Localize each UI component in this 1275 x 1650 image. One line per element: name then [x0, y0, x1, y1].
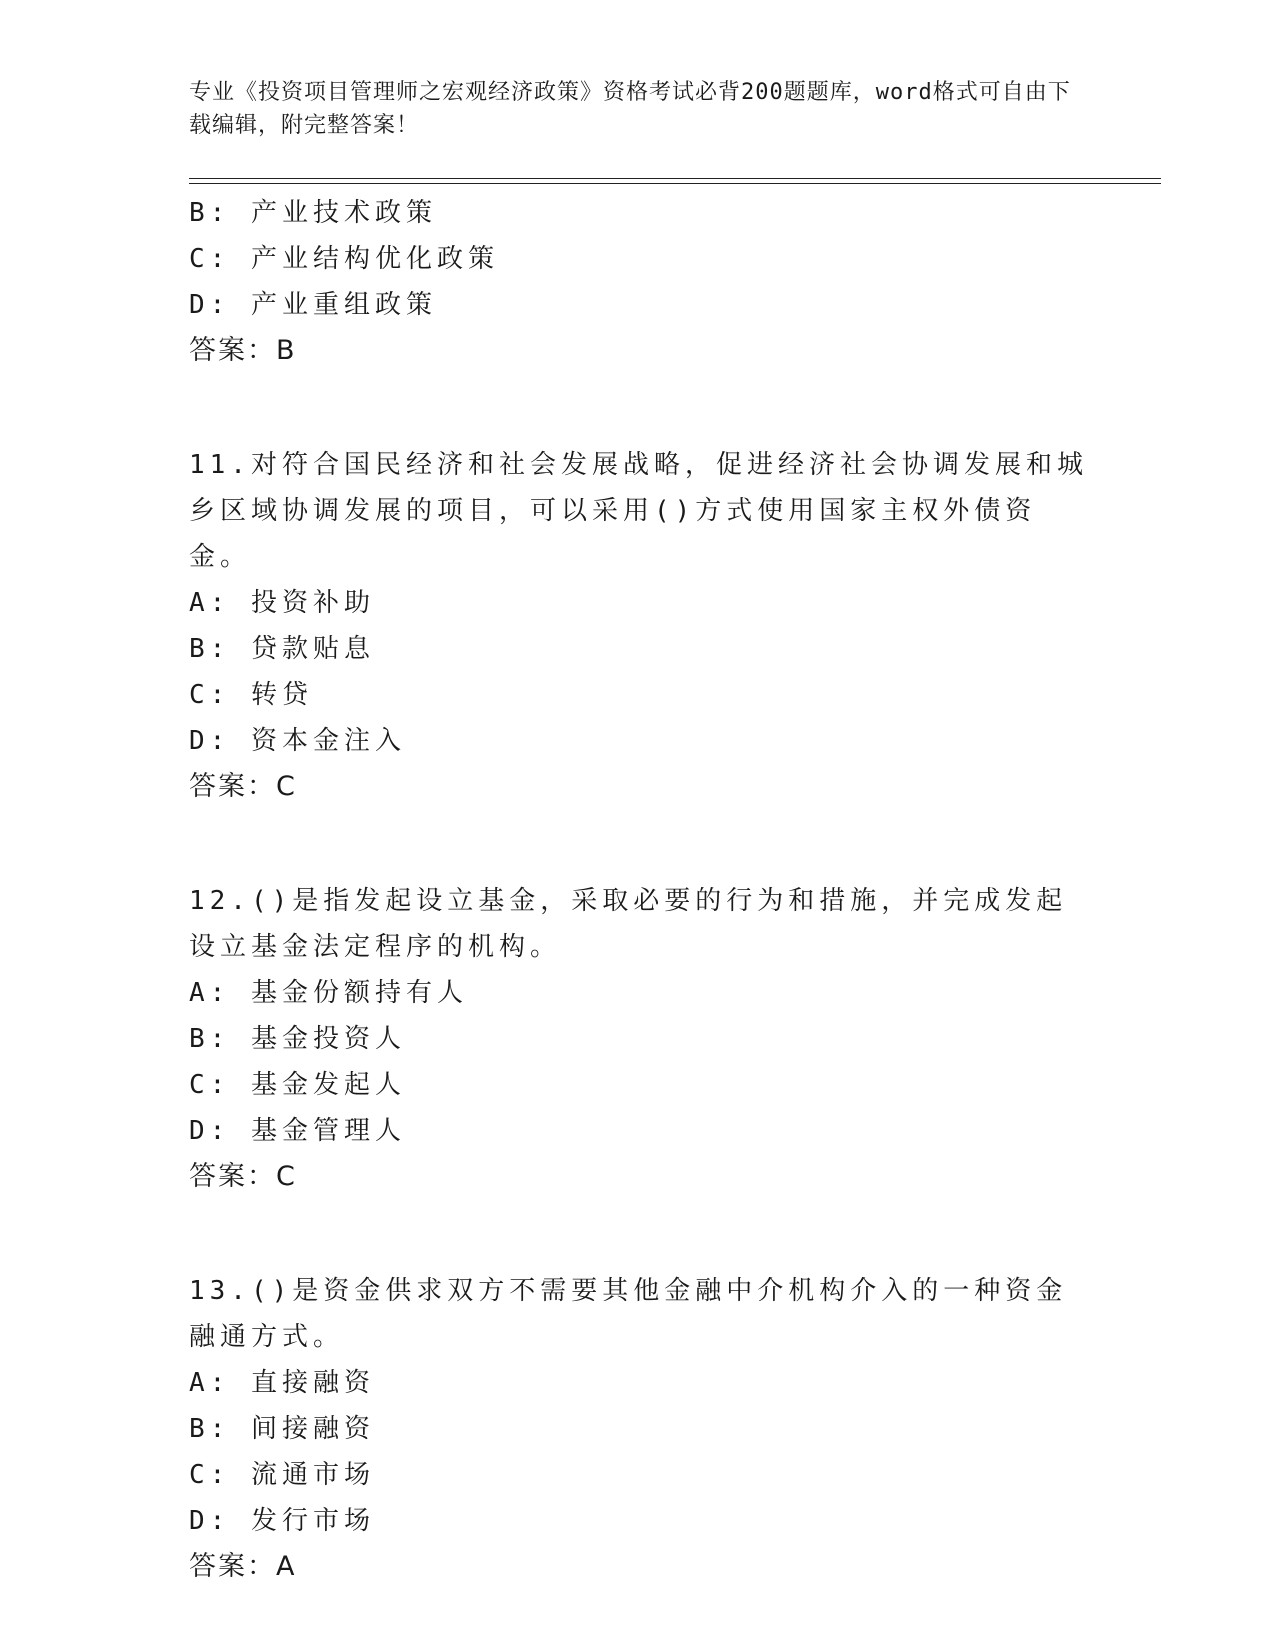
question-block-11	[189, 442, 1089, 810]
option-c: C: 流通市场	[189, 1460, 375, 1490]
question-list	[189, 190, 1089, 1590]
option-a: A: 基金份额持有人	[189, 978, 468, 1008]
option-a: A: 投资补助	[189, 588, 375, 618]
option-b: B: 基金投资人	[189, 1024, 406, 1054]
question-block-prev	[189, 190, 1089, 374]
answer-line: 答案：C	[189, 1161, 297, 1192]
answer-line: 答案：A	[189, 1551, 297, 1582]
question-block-13	[189, 1268, 1089, 1590]
option-d: D: 资本金注入	[189, 726, 406, 756]
question-stem: 12.()是指发起设立基金，采取必要的行为和措施，并完成发起设立基金法定程序的机构。	[189, 886, 1068, 962]
option-b: B: 间接融资	[189, 1414, 375, 1444]
option-a: A: 直接融资	[189, 1368, 375, 1398]
document-header: 专业《投资项目管理师之宏观经济政策》资格考试必背200题题库，word格式可自由下载编辑，附完整答案！	[189, 80, 1071, 138]
option-d: D: 产业重组政策	[189, 290, 437, 320]
option-d: D: 发行市场	[189, 1506, 375, 1536]
header-rule-bottom	[189, 183, 1161, 184]
question-block-12	[189, 878, 1089, 1200]
option-c: C: 转贷	[189, 680, 313, 710]
question-stem: 11.对符合国民经济和社会发展战略，促进经济社会协调发展和城乡区域协调发展的项目，可以采用()方式使用国家主权外债资金。	[189, 450, 1088, 572]
answer-line: 答案：B	[189, 335, 297, 366]
answer-line: 答案：C	[189, 771, 297, 802]
option-c: C: 产业结构优化政策	[189, 244, 499, 274]
option-b: B: 产业技术政策	[189, 198, 437, 228]
option-c: C: 基金发起人	[189, 1070, 406, 1100]
question-stem: 13.()是资金供求双方不需要其他金融中介机构介入的一种资金融通方式。	[189, 1276, 1068, 1352]
header-rule-top	[189, 178, 1161, 179]
option-d: D: 基金管理人	[189, 1116, 406, 1146]
option-b: B: 贷款贴息	[189, 634, 375, 664]
